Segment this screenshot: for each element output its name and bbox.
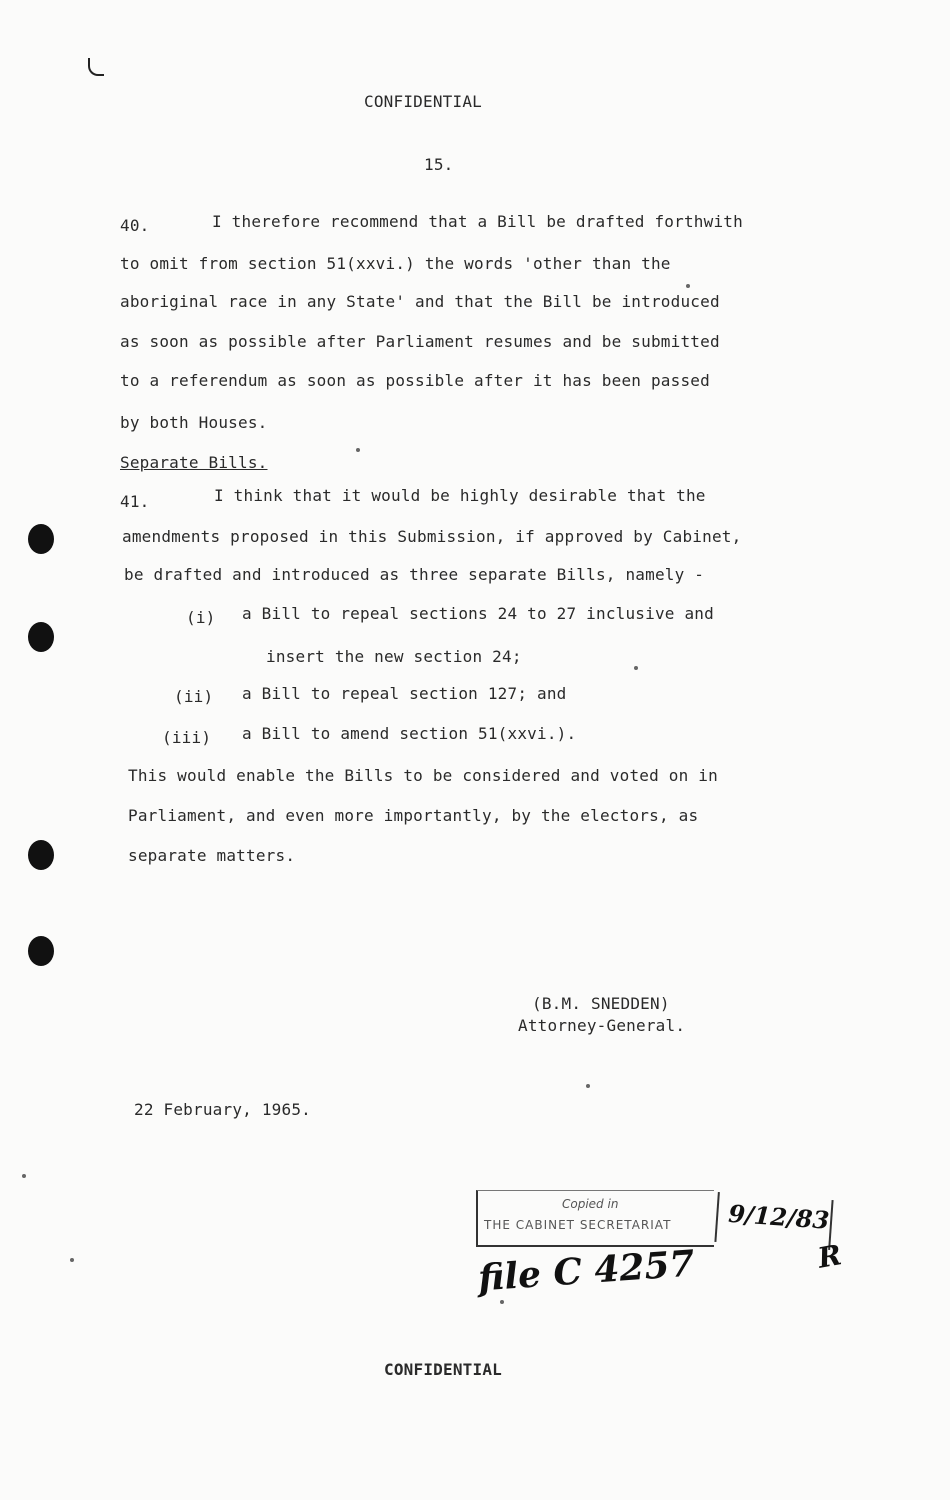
list-item-label: (ii) [174,687,214,706]
page-number: 15. [424,155,454,174]
speck [686,284,690,288]
list-item-continuation: insert the new section 24; [266,647,522,666]
para-41-number: 41. [120,492,150,511]
stamp-date: 9/12/83 [727,1198,831,1235]
para-41-line: be drafted and introduced as three separate Bills, namely - [124,565,705,584]
handwritten-initial: R [815,1238,844,1275]
list-item-label: (i) [186,608,216,627]
stamp-copied-label: Copied in [562,1197,619,1211]
para-41-line: amendments proposed in this Submission, if approved by Cabinet, [122,527,742,546]
footer-classification: CONFIDENTIAL [384,1360,502,1379]
signature-name: (B.M. SNEDDEN) [532,994,670,1013]
para-40-line: to omit from section 51(xxvi.) the words 'other than the [120,254,671,273]
cabinet-secretariat-stamp [476,1190,714,1247]
speck [634,666,638,670]
para-40-number: 40. [120,216,150,235]
speck [586,1084,590,1088]
para-41-line: I think that it would be highly desirable that the [214,486,706,505]
speck [22,1174,26,1178]
para-40-line: aboriginal race in any State' and that the Bill be introduced [120,292,720,311]
para-40-line: by both Houses. [120,413,268,432]
para-41-closing-line: Parliament, and even more importantly, by the electors, as [128,806,699,825]
handwritten-file-reference: file C 4257 [476,1242,696,1300]
speck [500,1300,504,1304]
signature-title: Attorney-General. [518,1016,686,1035]
list-item-text: a Bill to amend section 51(xxvi.). [242,724,577,743]
punch-hole [28,936,54,966]
list-item-label: (iii) [162,728,212,747]
para-40-line: I therefore recommend that a Bill be drafted forthwith [212,212,743,231]
para-41-closing-line: separate matters. [128,846,296,865]
header-classification: CONFIDENTIAL [364,92,482,111]
list-item-text: a Bill to repeal sections 24 to 27 inclusive and [242,604,714,623]
speck [356,448,360,452]
subheading-separate-bills: Separate Bills. [120,453,268,472]
document-date: 22 February, 1965. [134,1100,311,1119]
stamp-secretariat-label: THE CABINET SECRETARIAT [484,1218,672,1232]
speck [70,1258,74,1262]
para-40-line: as soon as possible after Parliament resumes and be submitted [120,332,720,351]
punch-hole [28,840,54,870]
punch-hole [28,524,54,554]
list-item-text: a Bill to repeal section 127; and [242,684,567,703]
para-41-closing-line: This would enable the Bills to be considered and voted on in [128,766,718,785]
corner-mark [88,58,104,76]
para-40-line: to a referendum as soon as possible after it has been passed [120,371,710,390]
punch-hole [28,622,54,652]
